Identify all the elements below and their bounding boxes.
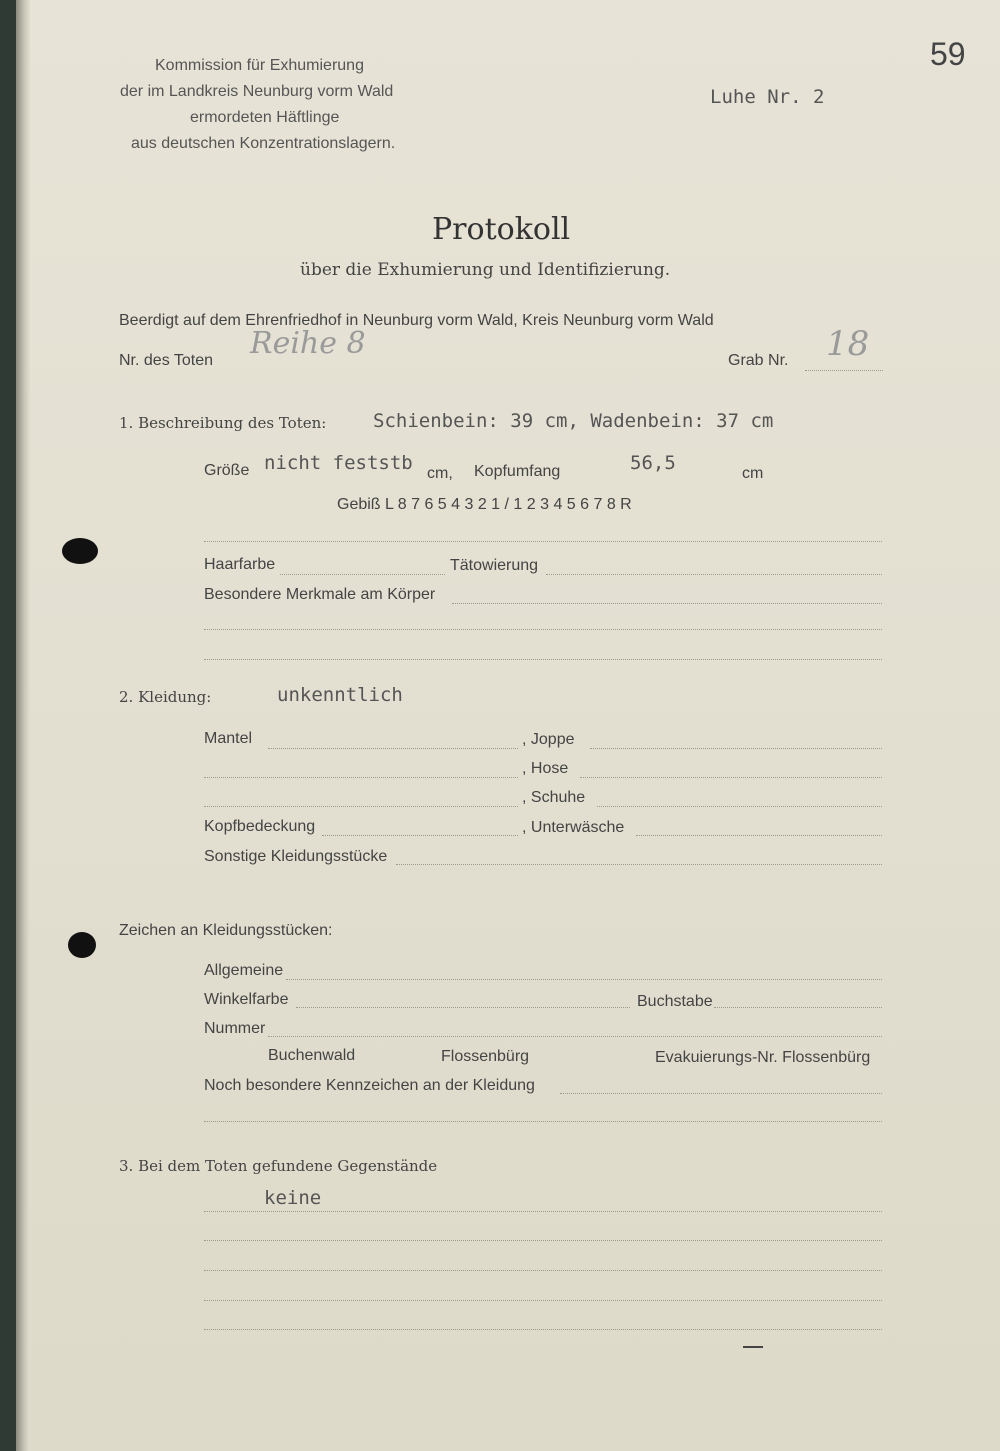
head-circumference-label: Kopfumfang [474,463,561,480]
page-number: 59 [930,36,966,72]
jacket-dots [590,748,882,749]
flossenbuerg-label: Flossenbürg [441,1048,530,1065]
line-3c [204,1270,882,1271]
other-clothing-label: Sonstige Kleidungsstücke [204,848,388,865]
shoes-left-dots [204,806,518,807]
line-1a [204,541,882,542]
section1-heading: 1. Beschreibung des Toten: [119,414,327,432]
grave-number-value: 18 [826,324,870,364]
dead-number-label: Nr. des Toten [119,352,213,369]
commission-line-2: der im Landkreis Neunburg vorm Wald [120,83,394,100]
letter-label: Buchstabe [637,993,713,1010]
line-3e [204,1329,882,1330]
other-marks-label: Noch besondere Kennzeichen an der Kleidung [204,1077,535,1094]
hair-color-dots [280,574,445,575]
headwear-dots [322,835,518,836]
special-marks-label: Besondere Merkmale am Körper [204,586,436,603]
other-clothing-dots [396,864,882,865]
pants-dots [580,777,882,778]
burial-line: Beerdigt auf dem Ehrenfriedhof in Neunburg vorm Wald, Kreis Neunburg vorm Wald [119,312,714,329]
jacket-label: , Joppe [522,731,575,748]
commission-line-4: aus deutschen Konzentrationslagern. [131,135,396,152]
coat-dots [268,748,518,749]
grave-number-dots [805,370,883,371]
pants-left-dots [204,777,518,778]
special-marks-dots [452,603,882,604]
page-subtitle: über die Exhumierung und Identifizierung. [300,260,671,280]
hair-color-label: Haarfarbe [204,556,276,573]
commission-line-1: Kommission für Exhumierung [155,57,364,74]
size-value: nicht feststb [264,452,413,474]
tattoo-label: Tätowierung [450,557,539,574]
page-title: Protokoll [432,212,571,247]
ink-mark [743,1346,763,1348]
line-1c [204,659,882,660]
clothing-signs-heading: Zeichen an Kleidungsstücken: [119,922,333,939]
binding-edge [0,0,16,1451]
size-unit: cm, [427,465,453,482]
section3-heading: 3. Bei dem Toten gefundene Gegenstände [119,1157,438,1175]
angle-color-dots [296,1007,630,1008]
general-label: Allgemeine [204,962,284,979]
number-dots [268,1036,882,1037]
teeth-chart: Gebiß L 8 7 6 5 4 3 2 1 / 1 2 3 4 5 6 7 8 R [337,496,632,513]
angle-color-label: Winkelfarbe [204,991,289,1008]
headwear-label: Kopfbedeckung [204,818,316,835]
letter-dots [714,1007,882,1008]
grave-number-label: Grab Nr. [728,352,789,369]
shoes-label: , Schuhe [522,789,586,806]
line-3b [204,1240,882,1241]
buchenwald-label: Buchenwald [268,1047,356,1064]
section2-typed-clothing: unkenntlich [277,684,403,706]
head-circumference-unit: cm [742,465,764,482]
line-3a [204,1211,882,1212]
section1-typed-measurements: Schienbein: 39 cm, Wadenbein: 37 cm [373,410,774,432]
size-label: Größe [204,462,250,479]
coat-label: Mantel [204,730,253,747]
punch-hole-bottom [68,932,96,958]
line-3d [204,1300,882,1301]
section3-typed-items: keine [264,1187,322,1209]
punch-hole-top [62,538,98,564]
section2-heading: 2. Kleidung: [119,688,212,706]
line-1b [204,629,882,630]
general-dots [286,979,882,980]
dead-number-value: Reihe 8 [250,326,366,361]
number-label: Nummer [204,1020,266,1037]
commission-line-3: ermordeten Häftlinge [190,109,340,126]
evacuation-number-label: Evakuierungs-Nr. Flossenbürg [655,1049,871,1066]
pants-label: , Hose [522,760,569,777]
shoes-dots [597,806,882,807]
line-signs-extra [204,1121,882,1122]
underwear-dots [636,835,882,836]
reference-number: Luhe Nr. 2 [710,86,825,108]
other-marks-dots [560,1093,882,1094]
head-circumference-value: 56,5 [630,452,676,474]
binding-shadow [16,0,30,1451]
underwear-label: , Unterwäsche [522,819,625,836]
tattoo-dots [546,574,882,575]
